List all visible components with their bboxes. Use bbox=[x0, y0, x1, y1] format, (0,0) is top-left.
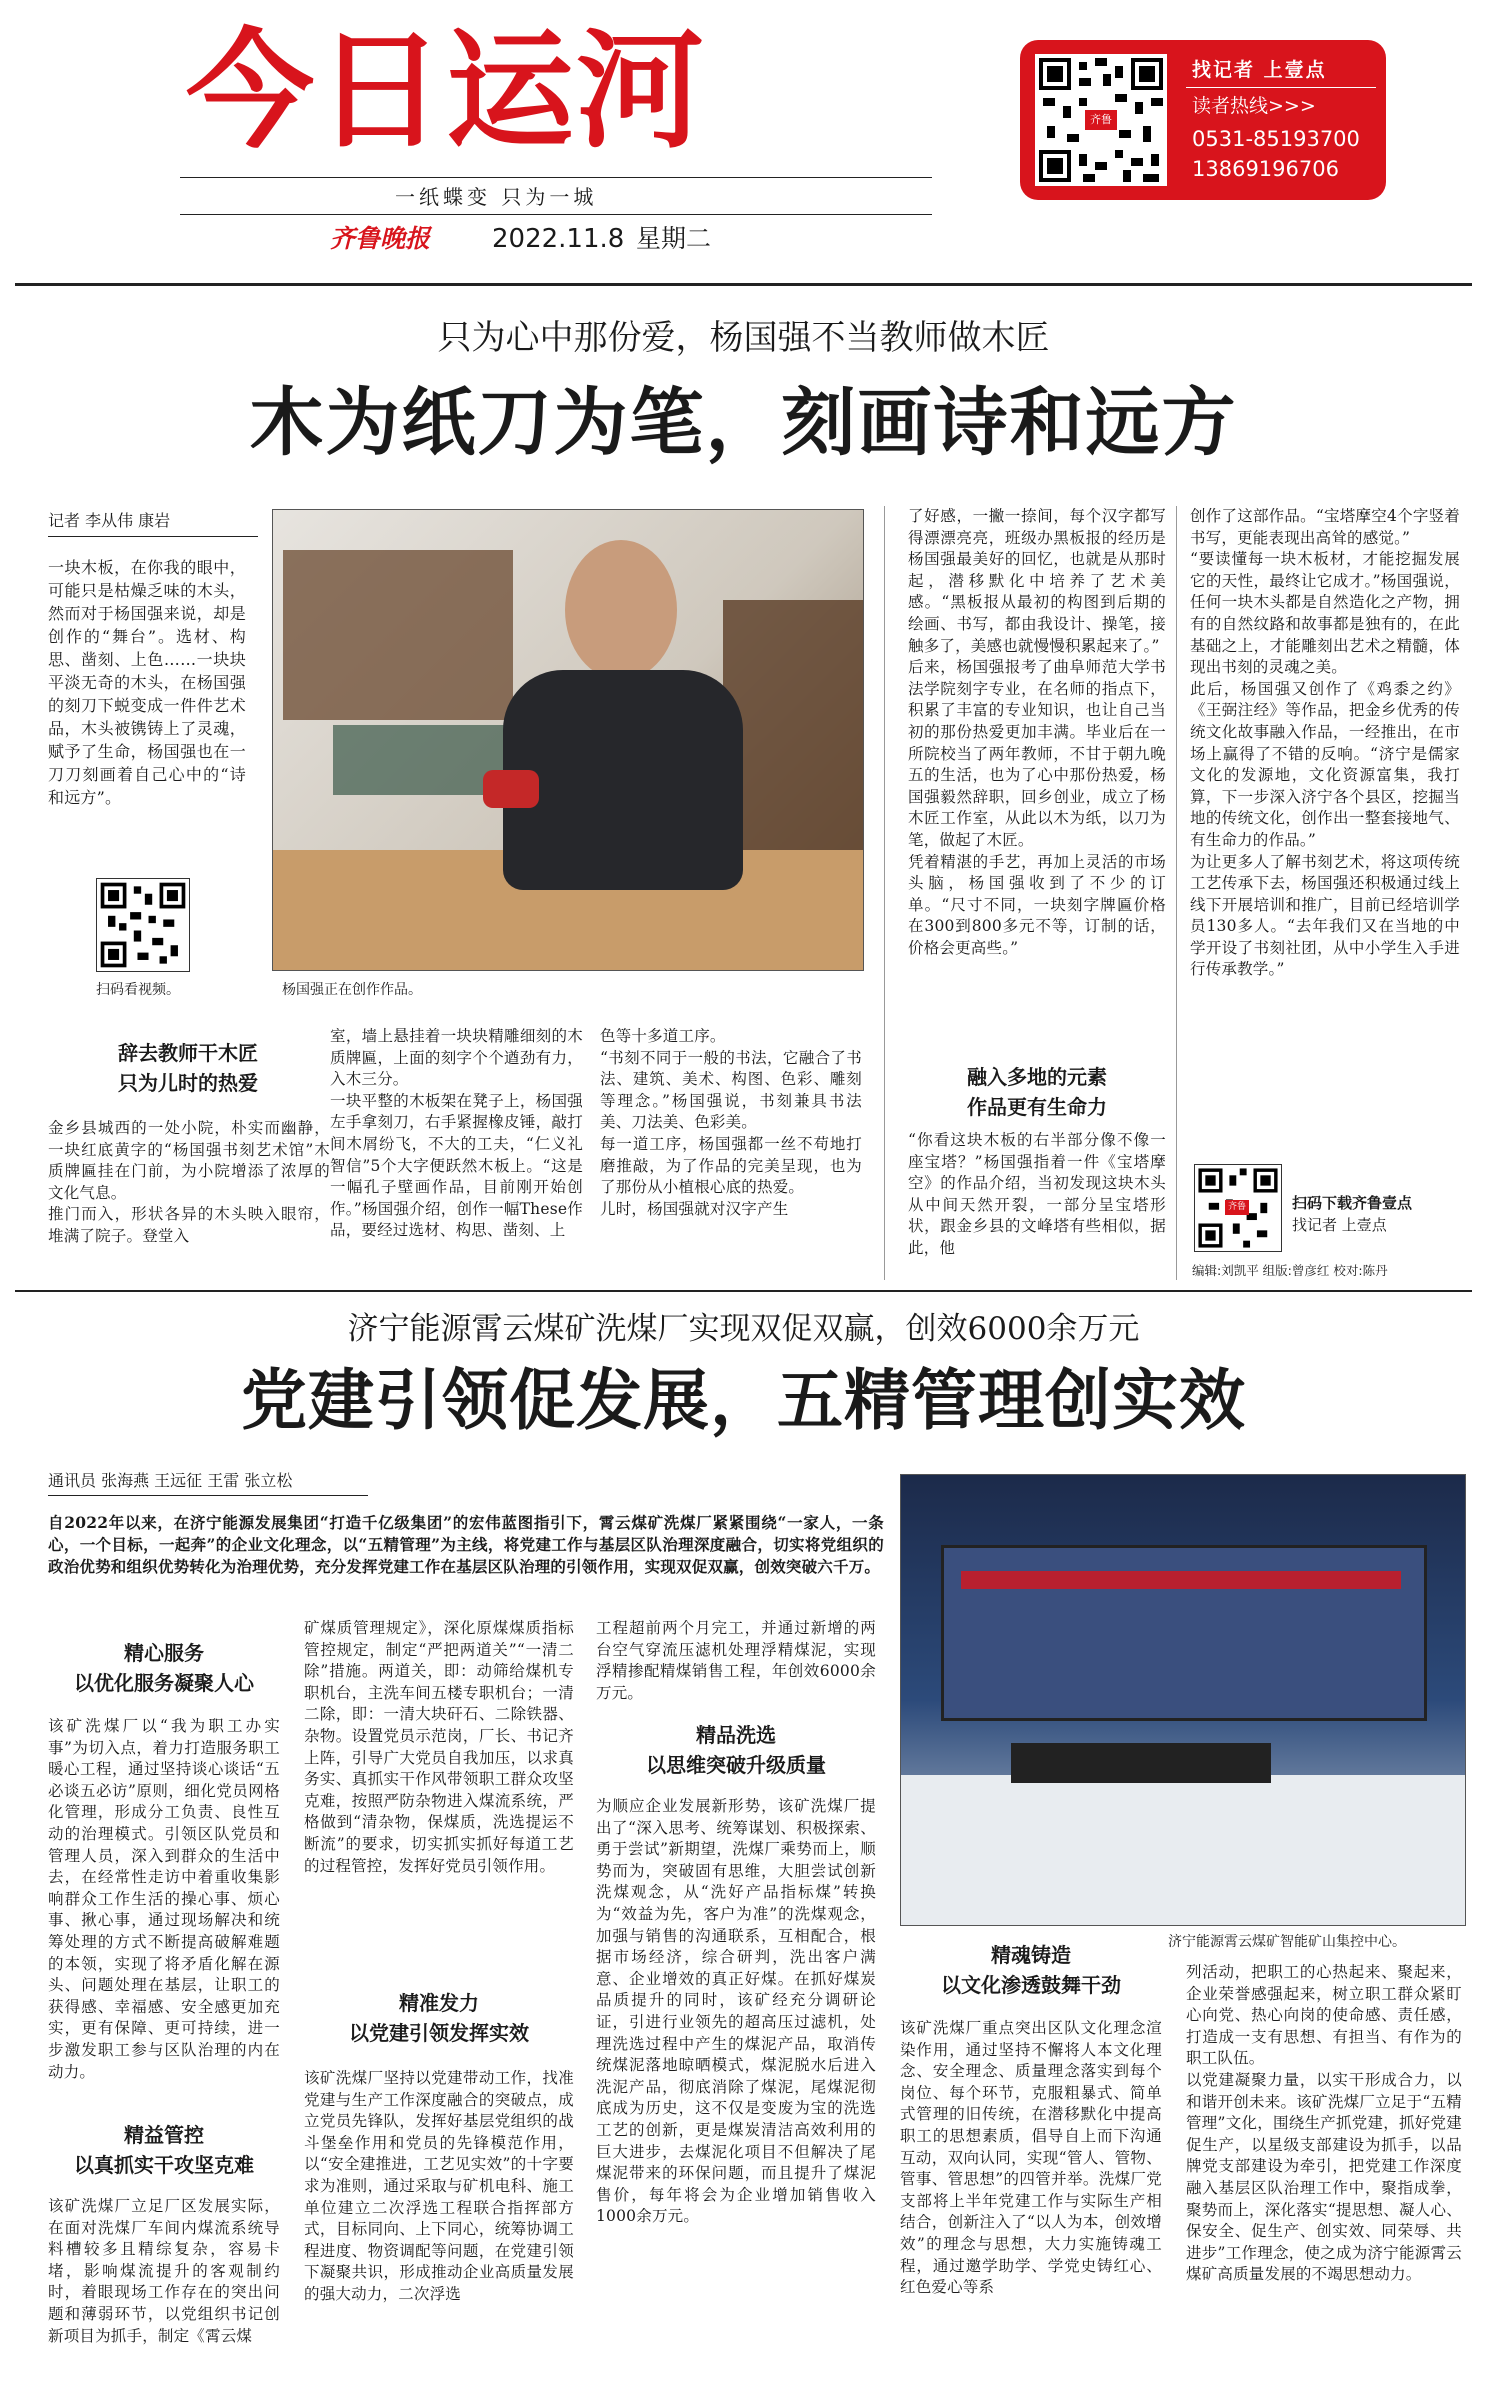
subhead-line: 辞去教师干木匠 bbox=[118, 1041, 258, 1065]
story1-col2: 室，墙上悬挂着一块块精雕细刻的木质牌匾，上面的刻字个个遒劲有力，入木三分。 一块平整的木板架在凳子上，杨国强左手拿刻刀，右手紧握橡皮锤，敲打间木屑纷飞，不大的工夫，“仁义礼智信”5个大字便跃然木板上。“这是一幅孔子壁画作品，目前刚开始创作。”杨国强介绍，创作一幅These作品，要经过选材、构思、凿刻、上 bbox=[330, 1027, 583, 1240]
byline-rule bbox=[48, 536, 258, 537]
masthead-rule bbox=[180, 177, 932, 178]
story2-subhead-a bbox=[48, 1638, 280, 1698]
subhead-line: 作品更有生命力 bbox=[967, 1095, 1107, 1119]
header-rule bbox=[15, 283, 1472, 286]
contact-divider bbox=[1186, 87, 1376, 88]
story2-photo bbox=[900, 1474, 1466, 1926]
story2-col3b: 为顺应企业发展新形势，该矿洗煤厂提出了“深入思考、统筹谋划、积极探索、勇于尝试”新期望，洗煤厂乘势而上，顺势而为，突破固有思维，大胆尝试创新洗煤观念，从“洗好产品指标煤”转换为“效益为先，客户为准”的洗煤观念，加强与销售的沟通联系，互相配合，根据市场经济，综合研判，洗出客户满意、企业增效的真正好煤。在抓好煤炭品质提升的同时，该矿经充分调研论证，引进行业领先的超高压过滤机，处理洗选过程中产生的煤泥产品，取消传统煤泥落地晾晒模式，煤泥脱水后进入洗泥产品，彻底消除了煤泥，尾煤泥彻底成为历史，这不仅是变废为宝的洗选工艺的创新，更是煤炭清洁高效利用的巨大进步，去煤泥化项目不但解决了尾煤泥带来的环保问题，而且提升了煤泥售价，每年将会为企业增加销售收入1000余万元。 bbox=[596, 1797, 876, 2226]
byline-rule bbox=[48, 1495, 368, 1496]
column-rule bbox=[1176, 506, 1177, 1280]
subhead-line: 以思维突破升级质量 bbox=[646, 1753, 826, 1777]
issue-weekday: 星期二 bbox=[636, 224, 712, 253]
masthead-rule-2 bbox=[180, 214, 932, 215]
paper-name-logo: 齐鲁晚报 bbox=[330, 224, 431, 253]
story1-col1: 金乡县城西的一处小院，朴实而幽静，一块红底黄字的“杨国强书刻艺术馆”木质牌匾挂在门前，为小院增添了浓厚的文化气息。 推门而入，形状各异的木头映入眼帘，堆满了院子。登堂入 bbox=[48, 1119, 330, 1245]
qr-code-icon bbox=[97, 879, 189, 971]
story1-col4b: “你看这块木板的右半部分像不像一座宝塔？”杨国强指着一件《宝塔摩空》的作品介绍，当初发现这块木头从中间天然开裂，一部分呈宝塔形状，跟金乡县的文峰塔有些相似，据此，他 bbox=[908, 1131, 1166, 1257]
story1-video-qr[interactable] bbox=[96, 878, 190, 972]
story1-lead: 一块木板，在你我的眼中，可能只是枯燥乏味的木头，然而对于杨国强来说，却是创作的“舞台”。选材、构思、凿刻、上色……一块块平淡无奇的木头，在杨国强的刻刀下蜕变成一件件艺术品，木头被镌铸上了灵魂，赋予了生命，杨国强也在一刀刀刻画着自己心中的“诗和远方”。 bbox=[48, 558, 246, 807]
photo-mallet bbox=[483, 770, 539, 808]
story1-photo bbox=[272, 509, 864, 971]
story2-col3a: 工程超前两个月完工，并通过新增的两台空气穿流压滤机处理浮精煤泥，实现浮精掺配精煤销售工程，年创效6000余万元。 bbox=[596, 1619, 876, 1702]
section-rule bbox=[15, 1290, 1472, 1292]
photo-console-desk bbox=[901, 1775, 1465, 1925]
hotline-phone-2[interactable]: 13869196706 bbox=[1192, 157, 1339, 181]
subhead-line: 精益管控 bbox=[124, 2123, 204, 2147]
subhead-line: 以党建引领发挥实效 bbox=[349, 2021, 529, 2045]
download-app-text bbox=[1292, 1192, 1412, 1236]
hotline-phone-1[interactable]: 0531-85193700 bbox=[1192, 127, 1360, 151]
subhead-line: 以优化服务凝聚人心 bbox=[74, 1671, 254, 1695]
subhead-line: 精品洗选 bbox=[696, 1723, 776, 1747]
story1-col4: 了好感，一撇一捺间，每个汉字都写得漂漂亮亮，班级办黑板报的经历是杨国强最美好的回忆，也就是从那时起，潜移默化中培养了艺术美感。“黑板报从最初的构图到后期的绘画、书写，都由我设计、操笔，接触多了，美感也就慢慢积累起来了。” 后来，杨国强报考了曲阜师范大学书法学院刻字专业，在名师的指点下，积累了丰富的专业知识，也让自己当初的那份热爱更加丰满。毕业后在一所院校当了两年教师，不甘于朝九晚五的生活，也为了心中那份热爱，杨国强毅然辞职，回乡创业，成立了杨木匠工作室，从此以木为纸，以刀为笔，做起了木匠。 凭着精湛的手艺，再加上灵活的市场头脑，杨国强收到了不少的订单。“尺寸不同，一块刻字牌匾价格在300到800多元不等，订制的话，价格会更高些。” bbox=[908, 507, 1166, 957]
photo-screen-title bbox=[961, 1571, 1401, 1589]
story1-photo-caption: 杨国强正在创作作品。 bbox=[282, 982, 422, 998]
story2-col1a: 该矿洗煤厂以“我为职工办实事”为切入点，着力打造服务职工暖心工程，通过坚持谈心谈话“五必谈五必访”原则，细化党员网格化管理，形成分工负责、良性互动的治理模式。引领区队党员和管理人员，深入到群众的生活中去，在经常性走访中着重收集影响群众工作生活的操心事、烦心事、揪心事，通过现场解决和统筹处理的方式不断提高破解难题的本领，实现了将矛盾化解在源头、问题处理在基层，让职工的获得感、幸福感、安全感更加充实，更有保障、更可持续，进一步激发职工参与区队治理的内在动力。 bbox=[48, 1717, 280, 2081]
story2-col4a: 该矿洗煤厂重点突出区队文化理念渲染作用，通过坚持不懈将人本文化理念、安全理念、质量理念落实到每个岗位、每个环节，克服粗暴式、简单式管理的旧传统，在潜移默化中提高职工的思想素质，倡导自上而下沟通互动，双向认同，实现“管人、管物、管事、管思想”的四管并举。洗煤厂党支部将上半年党建工作与实际生产相结合，创新注入了“以人为本，创效增效”的理念与思想，大力实施铸魂工程，通过邀学助学、学党史铸红心、红色爱心等系 bbox=[900, 2019, 1162, 2297]
column-rule bbox=[884, 506, 885, 1280]
subhead-line: 精准发力 bbox=[399, 1991, 479, 2015]
story1-byline: 记者 李从伟 康岩 bbox=[48, 511, 171, 530]
qr-center-logo: 齐鲁 bbox=[1085, 110, 1117, 130]
photo-plaques bbox=[283, 550, 513, 720]
story1-qr-caption: 扫码看视频。 bbox=[96, 982, 180, 998]
story1-kicker: 只为心中那份爱，杨国强不当教师做木匠 bbox=[437, 318, 1050, 358]
story2-col2b: 该矿洗煤厂坚持以党建带动工作，找准党建与生产工作深度融合的突破点，成立党员先锋队，发挥好基层党组织的战斗堡垒作用和党员的先锋模范作用，以“安全建推进，工艺见实效”的十字要求为准则，通过采取与矿机电科、施工单位建立二次浮选工程联合指挥部方式，目标同向、上下同心，统筹协调工程进度、物资调配等问题，在党建引领下凝聚共识，形成推动企业高质量发展的强大动力，二次浮选 bbox=[304, 2069, 574, 2303]
story2-col2a: 矿煤质管理规定》，深化原煤煤质指标管控规定，制定“严把两道关”“一清二除”措施。两道关，即：动筛给煤机专职机台，主洗车间五楼专职机台；一清二除，即：一清大块矸石、二除铁器、杂物。设置党员示范岗，厂长、书记齐上阵，引导广大党员自我加压，以求真务实、真抓实干作风带领职工群众攻坚克难，按照严防杂物进入煤流系统，严格做到“清杂物，保煤质，洗选提运不断流”的要求，切实抓实抓好每道工艺的过程管控，发挥好党员引领作用。 bbox=[304, 1619, 574, 1875]
photo-monitors bbox=[1011, 1743, 1271, 1783]
story2-headline: 党建引领促发展，五精管理创实效 bbox=[241, 1361, 1246, 1439]
story2-lead: 自2022年以来，在济宁能源发展集团“打造千亿级集团”的宏伟蓝图指引下，霄云煤矿洗煤厂紧紧围绕“一家人，一条心，一个目标，一起奔”的企业文化理念，以“五精管理”为主线，将党建工作与基层区队治理深度融合，切实将党组织的政治优势和组织优势转化为治理优势，充分发挥党建工作在基层区队治理的引领作用，实现双促双赢，创效突破六千万。 bbox=[48, 1513, 884, 1576]
contact-line-1: 找记者 上壹点 bbox=[1192, 59, 1327, 81]
story2-kicker: 济宁能源霄云煤矿洗煤厂实现双促双赢，创效6000余万元 bbox=[347, 1311, 1140, 1347]
download-app-line: 找记者 上壹点 bbox=[1292, 1216, 1387, 1234]
story2-col1b: 该矿洗煤厂立足厂区发展实际，在面对洗煤厂车间内煤流系统导料槽较多且精综复杂，容易卡堵，影响煤流提升的客观制约时，着眼现场工作存在的突出问题和薄弱环节，以党组织书记创新项目为抓手，制定《霄云煤 bbox=[48, 2197, 280, 2345]
story1-headline: 木为纸刀为笔，刻画诗和远方 bbox=[249, 380, 1238, 466]
story2-subhead-c bbox=[304, 1988, 574, 2048]
subhead-line: 以文化渗透鼓舞干劲 bbox=[941, 1973, 1121, 1997]
subhead-line: 融入多地的元素 bbox=[967, 1065, 1107, 1089]
subhead-line: 精心服务 bbox=[124, 1641, 204, 1665]
masthead-slogan: 一纸蝶变 只为一城 bbox=[395, 185, 598, 209]
story2-byline: 通讯员 张海燕 王远征 王雷 张立松 bbox=[48, 1471, 293, 1490]
subhead-line: 精魂铸造 bbox=[991, 1943, 1071, 1967]
story1-col3: 色等十多道工序。 “书刻不同于一般的书法，它融合了书法、建筑、美术、构图、色彩、雕刻等理念。”杨国强说，书刻兼具书法美、刀法美、色彩美。 每一道工序，杨国强都一丝不苟地打磨推敲，为了作品的完美呈现，也为了那份从小植根心底的热爱。 儿时，杨国强就对汉字产生 bbox=[600, 1027, 862, 1218]
story2-subhead-d bbox=[596, 1720, 876, 1780]
story1-subhead-1 bbox=[48, 1038, 328, 1098]
download-app-line: 扫码下载齐鲁壹点 bbox=[1292, 1194, 1413, 1212]
page-credits: 编辑:刘凯平 组版:曾彦红 校对:陈丹 bbox=[1192, 1263, 1388, 1278]
photo-person-body bbox=[503, 670, 743, 890]
subhead-line: 以真抓实干攻坚克难 bbox=[74, 2153, 254, 2177]
story2-subhead-b bbox=[48, 2120, 280, 2180]
download-app-qr[interactable] bbox=[1194, 1164, 1282, 1252]
photo-person-head bbox=[565, 540, 677, 680]
qr-center-logo: 齐鲁 bbox=[1225, 1200, 1249, 1215]
story2-subhead-e bbox=[900, 1940, 1162, 2000]
contact-line-2: 读者热线>>> bbox=[1192, 95, 1316, 117]
issue-date: 2022.11.8 bbox=[492, 224, 625, 254]
story2-photo-caption: 济宁能源霄云煤矿智能矿山集控中心。 bbox=[1168, 1934, 1406, 1950]
story2-col5a: 列活动，把职工的心热起来、聚起来，企业荣誉感强起来，树立职工群众紧盯心向党、热心向岗的使命感、责任感，打造成一支有思想、有担当、有作为的职工队伍。 以党建凝聚力量，以实干形成合力，以和谐开创未来。该矿洗煤厂立足于“五精管理”文化，围绕生产抓党建，抓好党建促生产，以星级支部建设为抓手，以品牌党支部建设为牵引，把党建工作深度融入基层区队治理工作中，聚指成拳，聚势而上，深化落实“提思想、凝人心、保安全、促生产、创实效、同荣辱、共进步”工作理念，使之成为济宁能源霄云煤矿高质量发展的不竭思想动力。 bbox=[1186, 1963, 1462, 2284]
masthead-title: 今日运河 bbox=[186, 17, 707, 166]
story1-subhead-2 bbox=[908, 1062, 1166, 1122]
subhead-line: 只为儿时的热爱 bbox=[118, 1071, 258, 1095]
story1-col5: 创作了这部作品。“宝塔摩空4个字竖着书写，更能表现出高耸的感觉。” “要读懂每一块木板材，才能挖掘发展它的天性，最终让它成才。”杨国强说，任何一块木头都是自然造化之产物，拥有的自然纹路和故事都是独有的，在此基础之上，才能雕刻出艺术之精髓，体现出书刻的灵魂之美。 此后，杨国强又创作了《鸡黍之约》《王弼注经》等作品，把金乡优秀的传统文化故事融入作品，一经推出，在市场上赢得了不错的反响。“济宁是儒家文化的发源地，文化资源富集，我打算，下一步深入济宁各个县区，挖掘当地的传统文化，创作出一整套接地气、有生命力的作品。” 为让更多人了解书刻艺术，将这项传统工艺传承下去，杨国强还积极通过线上线下开展培训和推广，目前已经培训学员130多人。“去年我们又在当地的中学开设了书刻社团，从中小学生入手进行传承教学。” bbox=[1190, 507, 1460, 979]
masthead-qr-code[interactable] bbox=[1035, 54, 1167, 186]
